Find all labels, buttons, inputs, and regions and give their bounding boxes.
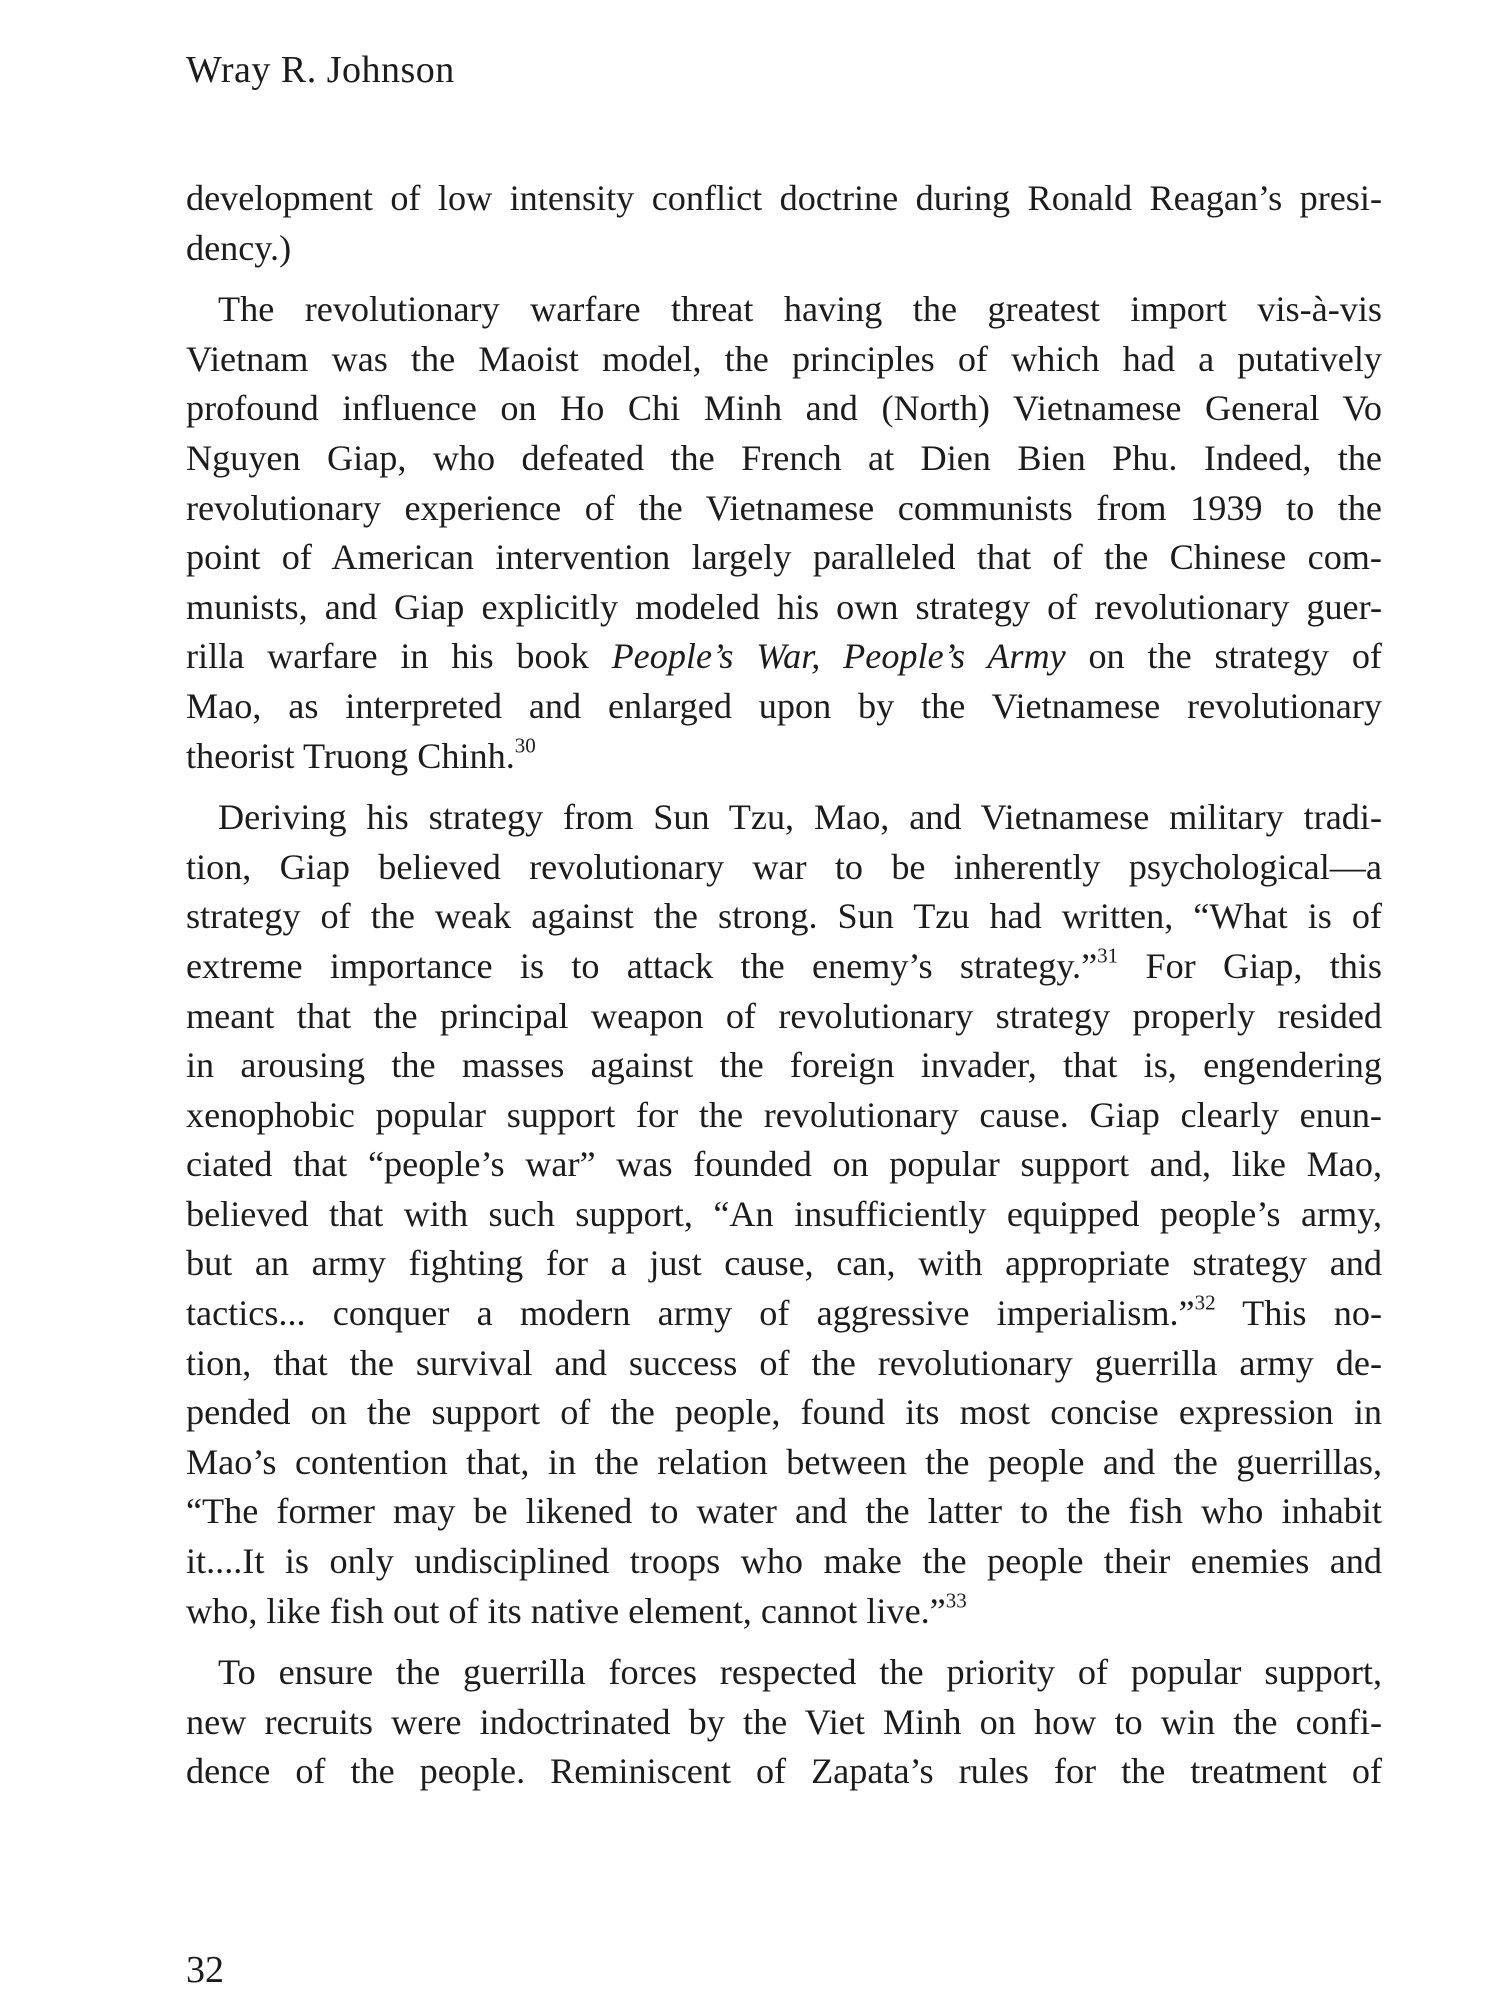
text-line (186, 1289, 1382, 1339)
text-segment: extreme importance is to attack the enemy’s strategy.” (186, 945, 1098, 986)
text-line: “The former may be likened to water and the latter to the fish who inhabit (186, 1491, 1382, 1532)
text-segment: This no- (1215, 1293, 1382, 1334)
paragraph-giap-strategy (186, 793, 1382, 1636)
text-line: development of low intensity conflict doctrine during Ronald Reagan’s presi- (186, 178, 1382, 218)
text-line: new recruits were indoctrinated by the Viet Minh on how to win the confi- (186, 1701, 1382, 1742)
text-segment: For Giap, this (1118, 945, 1382, 986)
text-line: To ensure the guerrilla forces respected the priority of popular support, (218, 1652, 1382, 1693)
footnote-ref-31: 31 (1097, 943, 1119, 968)
text-segment: on the strategy of (1088, 636, 1382, 677)
footnote-ref-33: 33 (945, 1587, 967, 1612)
text-line: revolutionary experience of the Vietnamese communists from 1939 to the (186, 487, 1382, 528)
footnote-ref-32: 32 (1194, 1290, 1216, 1315)
text-segment: rilla warfare in his book (186, 636, 589, 677)
text-line: tion, that the survival and success of the revolutionary guerrilla army de- (186, 1342, 1382, 1383)
text-line: believed that with such support, “An insufficiently equipped people’s army, (186, 1193, 1382, 1234)
text-line: it....It is only undisciplined troops who make the people their enemies and (186, 1541, 1382, 1582)
text-line: xenophobic popular support for the revolutionary cause. Giap clearly enun- (186, 1094, 1382, 1135)
paragraph-viet-minh (186, 1648, 1382, 1797)
text-segment: who, like fish out of its native element, cannot live.” (186, 1590, 946, 1631)
text-line: The revolutionary warfare threat having the greatest import vis-à-vis (218, 289, 1382, 330)
text-line (186, 632, 1382, 682)
body-text (186, 174, 1382, 1797)
page-number: 32 (186, 1949, 224, 1991)
text-line: ciated that “people’s war” was founded on popular support and, like Mao, (186, 1144, 1382, 1185)
text-line: strategy of the weak against the strong. Sun Tzu had written, “What is of (186, 896, 1382, 937)
text-line: in arousing the masses against the foreign invader, that is, engendering (186, 1045, 1382, 1086)
running-head: Wray R. Johnson (186, 49, 455, 91)
text-segment: theorist Truong Chinh. (186, 735, 515, 776)
text-line: meant that the principal weapon of revolutionary strategy properly resided (186, 995, 1382, 1036)
text-line: dence of the people. Reminiscent of Zapata’s rules for the treatment of (186, 1751, 1382, 1792)
text-line: Mao, as interpreted and enlarged upon by the Vietnamese revolutionary (186, 685, 1382, 726)
text-line: point of American intervention largely paralleled that of the Chinese com- (186, 537, 1382, 578)
text-line: dency.) (186, 227, 292, 268)
text-line: munists, and Giap explicitly modeled his own strategy of revolutionary guer- (186, 586, 1382, 627)
text-line (186, 732, 1382, 782)
text-line: but an army fighting for a just cause, can, with appropriate strategy and (186, 1243, 1382, 1284)
paragraph-maoist-model (186, 285, 1382, 781)
footnote-ref-30: 30 (514, 732, 536, 757)
text-line: Vietnam was the Maoist model, the principles of which had a putatively (186, 338, 1382, 379)
text-line: pended on the support of the people, found its most concise expression in (186, 1392, 1382, 1433)
text-line: Deriving his strategy from Sun Tzu, Mao, and Vietnamese military tradi- (218, 797, 1382, 838)
text-segment: tactics... conquer a modern army of aggressive imperialism.” (186, 1293, 1195, 1334)
text-line: tion, Giap believed revolutionary war to be inherently psychological—a (186, 846, 1382, 887)
paragraph-continued (186, 174, 1382, 273)
text-line (186, 1587, 1382, 1637)
book-title: People’s War, People’s Army (611, 636, 1066, 677)
text-line (186, 942, 1382, 992)
text-line: Mao’s contention that, in the relation between the people and the guerrillas, (186, 1441, 1382, 1482)
text-line: profound influence on Ho Chi Minh and (North) Vietnamese General Vo (186, 388, 1382, 429)
text-line: Nguyen Giap, who defeated the French at Dien Bien Phu. Indeed, the (186, 437, 1382, 478)
